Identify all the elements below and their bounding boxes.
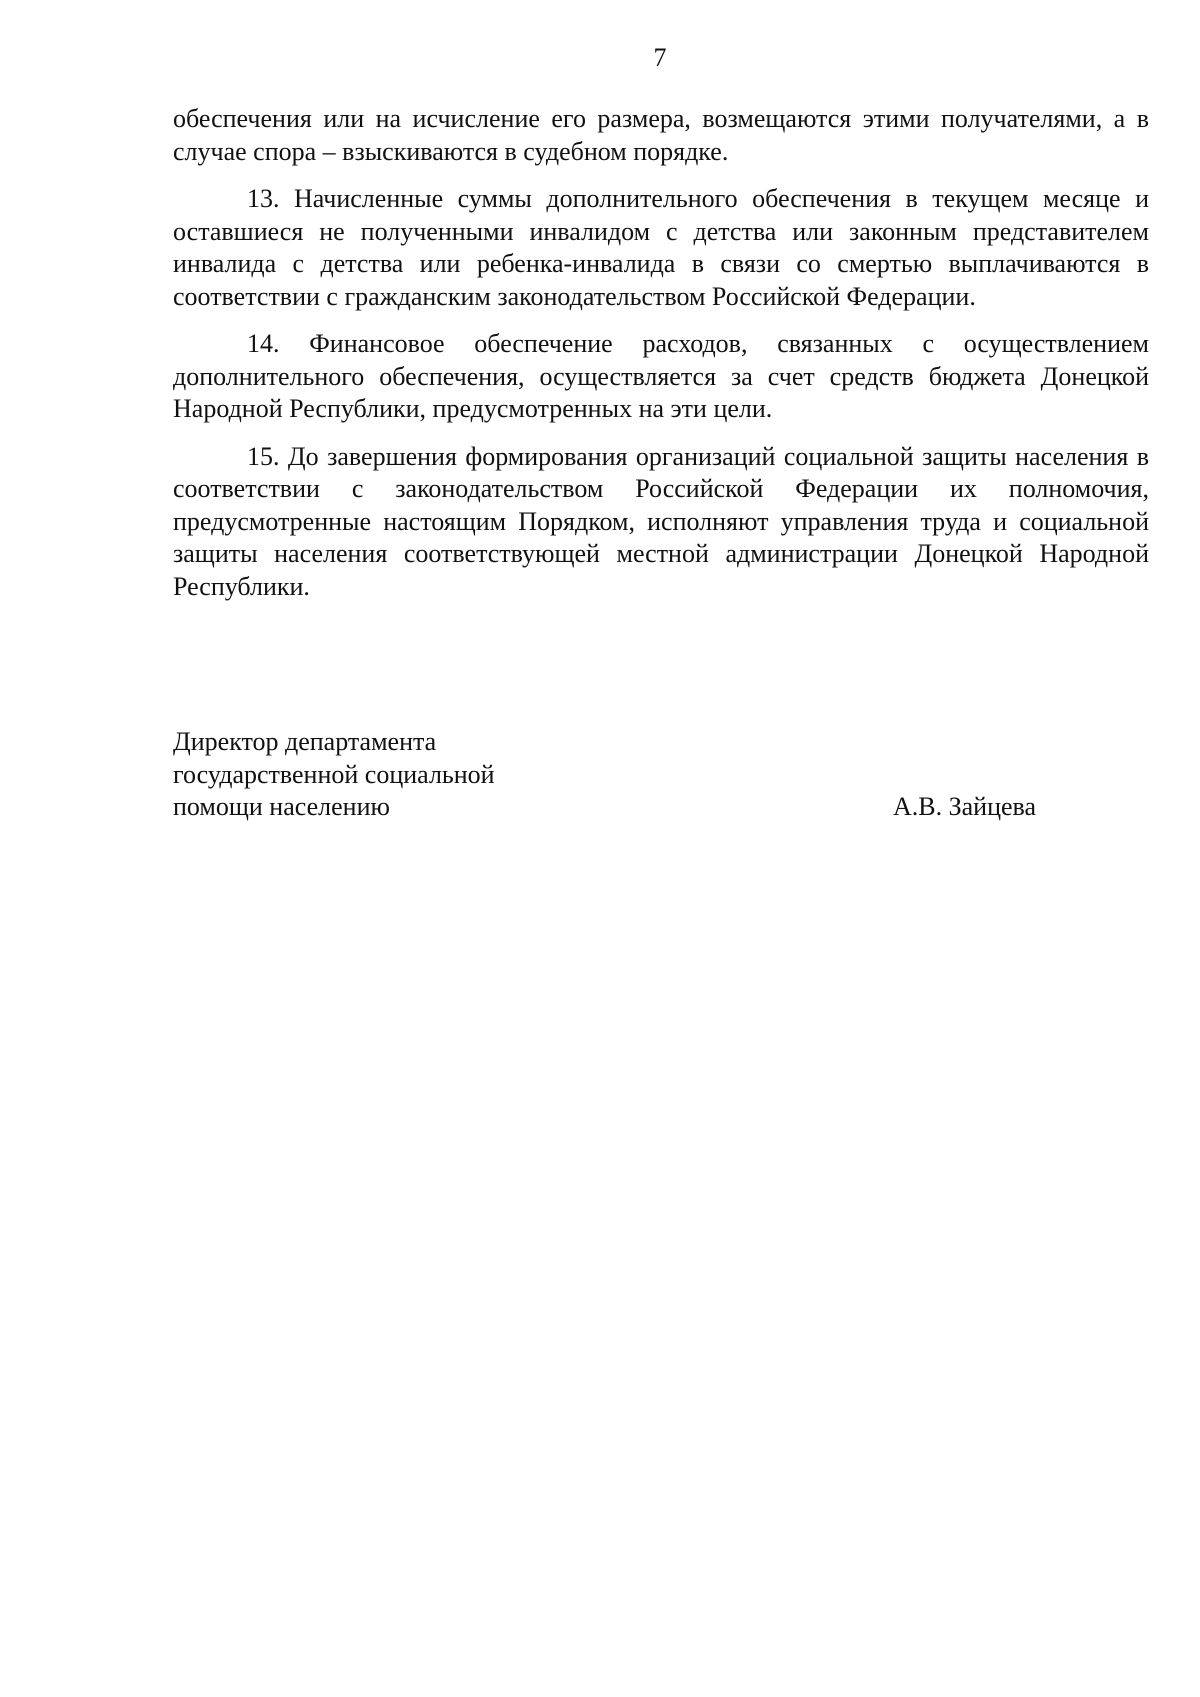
signatory-position-line: Директор департамента (173, 727, 437, 756)
paragraph-14: 14. Финансовое обеспечение расходов, связанных с осуществлением дополнительного обеспечения, осуществляется за счет средств бюджета Донецкой Народной Республики, предусмотренных на эти цели. (173, 329, 1149, 423)
paragraph-13: 13. Начисленные суммы дополнительного обеспечения в текущем месяце и оставшиеся не полученными инвалидом с детства или законным представителем инвалида с детства или ребенка-инвалида в связи со смертью выплачиваются в соответствии с гражданским законодательством Российской Федерации. (173, 184, 1149, 311)
paragraph-continuation: обеспечения или на исчисление его размера, возмещаются этими получателями, а в случае спора – взыскиваются в судебном порядке. (173, 104, 1149, 166)
paragraph-15: 15. До завершения формирования организаций социальной защиты населения в соответствии с законодательством Российской Федерации их полномочия, предусмотренные настоящим Порядком, исполняют управления труда и социальной защиты населения соответствующей местной администрации Донецкой Народной Республики. (173, 441, 1149, 601)
signatory-position-line: помощи населению (173, 792, 390, 821)
signatory-position (173, 726, 673, 824)
signatory-position-line: государственной социальной (173, 759, 495, 789)
page-number: 7 (653, 43, 667, 72)
document-body (173, 103, 1149, 618)
signatory-name: А.В. Зайцева (893, 792, 1037, 821)
signature-block (173, 726, 1073, 824)
